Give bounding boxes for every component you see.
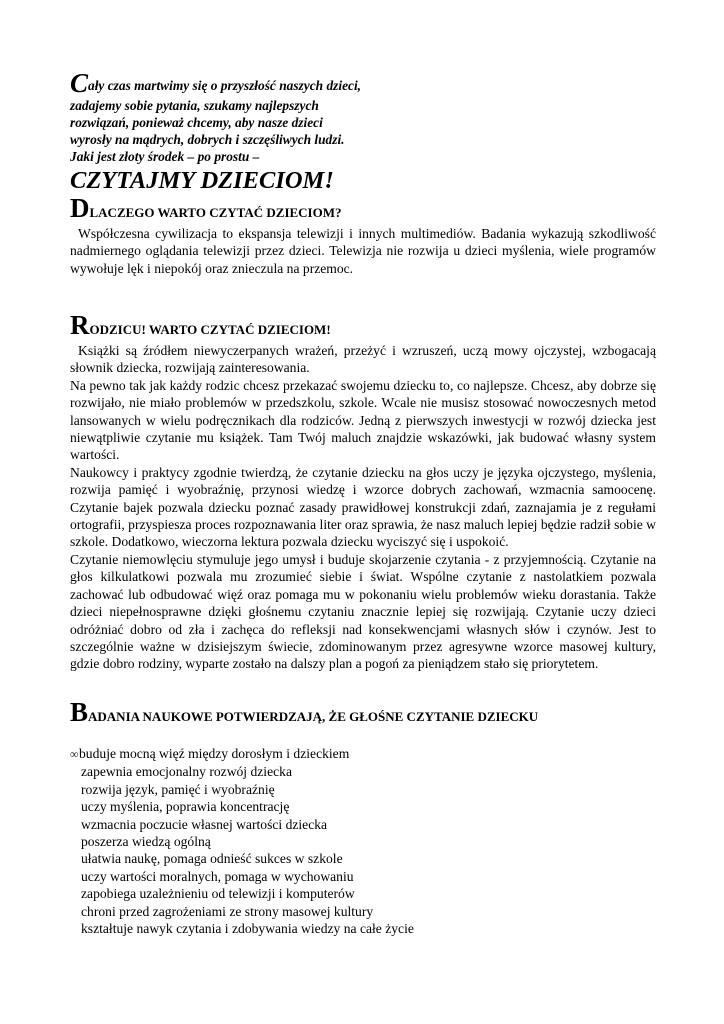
section-heading: [70, 697, 656, 729]
heading-dropcap: R: [70, 310, 90, 340]
intro-block: [70, 70, 670, 195]
list-item-text: chroni przed zagrożeniami ze strony masowej kultury: [81, 903, 374, 919]
list-item-text: kształtuje nawyk czytania i zdobywania wiedzy na całe życie: [81, 921, 414, 937]
section-paragraph: Naukowcy i praktycy zgodnie twierdzą, że czytanie dziecku na głos uczy je języka ojczystego, myślenia, rozwija pamięć i wyobraźnię, przynosi wiedzę i wzorce dobrych zachowań, wzmacnia samoocenę. Czytanie bajek pozwala dziecku poznać zasady prawidłowej konstrukcji zdań, zaznajamia je z regułami ortografii, przyspiesza proces rozpoznawania liter oraz sprawia, że nasz maluch lepiej będzie radził sobie w szkole. Dodatkowo, wieczorna lektura pozwala dziecku wyciszyć się i uspokoić.: [70, 464, 656, 550]
list-item: [70, 850, 656, 867]
intro-line-1: [70, 70, 670, 97]
list-item: [70, 868, 656, 885]
intro-dropcap: C: [70, 68, 89, 98]
section-paragraph: Współczesna cywilizacja to ekspansja telewizji i innych multimediów. Badania wykazują szkodliwość nadmiernego oglądania telewizji przez dzieci. Telewizja nie rozwija u dzieci myślenia, wiele programów wywołuje lęk i niepokój oraz znieczula na przemoc.: [70, 226, 656, 276]
section-heading: [70, 193, 656, 225]
list-item: [70, 920, 656, 937]
list-item-text: uczy myślenia, poprawia koncentrację: [81, 799, 290, 815]
section-paragraph: Książki są źródłem niewyczerpanych wrażeń, przeżyć i wzruszeń, uczą mowy ojczystej, wzbogacają słownik dziecka, rozwijają zainteresowania.: [70, 343, 656, 376]
list-item-text: wzmacnia poczucie własnej wartości dziecka: [81, 816, 328, 832]
list-item-text: zapewnia emocjonalny rozwój dziecka: [81, 764, 292, 780]
heading-dropcap: D: [70, 193, 90, 223]
section-paragraph: Na pewno tak jak każdy rodzic chcesz przekazać swojemu dziecku to, co najlepsze. Chcesz, aby dobrze się rozwijało, nie miało problemów w przedszkolu, szkole. Wcale nie musisz stosować nowoczesnych metod lansowanych w wielu podręcznikach dla rodziców. Jedną z pierwszych inwestycji w rozwój dziecka jest niewątpliwie czytanie mu książek. Tam Twój maluch znajdzie wskazówki, jak budować własny system wartości.: [70, 377, 656, 463]
list-item: [70, 745, 656, 763]
heading-dropcap: B: [70, 697, 89, 727]
section-why-read: [70, 193, 656, 277]
list-item-text: ułatwia naukę, pomaga odnieść sukces w szkole: [81, 851, 343, 867]
intro-line-5: Jaki jest złoty środek – po prostu –: [70, 149, 260, 164]
section-paragraph: Czytanie niemowlęciu stymuluje jego umysł i buduje skojarzenie czytania - z przyjemnością. Czytanie na głos kilkulatkowi pozwala mu zrozumieć siebie i świat. Wspólne czytanie z nastolatkiem pozwala zachować lub odbudować więź oraz pomaga mu w pokonaniu wielu problemów wieku dorastania. Także dzieci niepełnosprawne dzięki głośnemu czytaniu znacznie lepiej się rozwijają. Czytanie uczy dzieci odróżniać dobro od zła i zachęca do refleksji nad konsekwencjami własnych słów i czynów. Jest to szczególnie ważne w dzisiejszym świecie, zdominowanym przez agresywne wzorce masowej kultury, gdzie dobro rodziny, wyparte zostało na dalszy plan a pogoń za pieniądzem stało się priorytetem.: [70, 551, 656, 672]
heading-text: LACZEGO WARTO CZYTAĆ DZIECIOM?: [89, 205, 342, 220]
heading-text: ODZICU! WARTO CZYTAĆ DZIECIOM!: [89, 322, 331, 337]
heading-text: ADANIA NAUKOWE POTWIERDZAJĄ, ŻE GŁOŚNE CZYTANIE DZIECKU: [88, 709, 539, 724]
intro-headline: CZYTAJMY DZIECIOM!: [70, 167, 334, 194]
list-item: [70, 781, 656, 798]
list-item-text: buduje mocną więź między dorosłym i dzieckiem: [79, 746, 350, 761]
section-research: [70, 697, 656, 937]
list-item: [70, 903, 656, 920]
section-heading: [70, 310, 656, 342]
list-item: [70, 885, 656, 902]
intro-line-1-text: ały czas martwimy się o przyszłość naszych dzieci,: [88, 78, 362, 93]
list-item-text: zapobiega uzależnieniu od telewizji i komputerów: [81, 886, 355, 902]
list-item: [70, 833, 656, 850]
list-item-text: uczy wartości moralnych, pomaga w wychowaniu: [81, 868, 354, 884]
benefits-list: [70, 745, 656, 937]
intro-line-4: wyrosły na mądrych, dobrych i szczęśliwych ludzi.: [70, 132, 345, 147]
intro-line-3: rozwiązań, ponieważ chcemy, aby nasze dzieci: [70, 115, 323, 130]
list-item: [70, 763, 656, 780]
intro-line-2: zadajemy sobie pytania, szukamy najlepszych: [70, 98, 319, 113]
section-parent-read: [70, 310, 656, 673]
list-item: [70, 816, 656, 833]
infinity-bullet-icon: ∞: [70, 747, 79, 761]
list-item-text: rozwija język, pamięć i wyobraźnię: [81, 781, 275, 797]
list-item-text: poszerza wiedzą ogólną: [81, 834, 211, 850]
list-item: [70, 798, 656, 815]
